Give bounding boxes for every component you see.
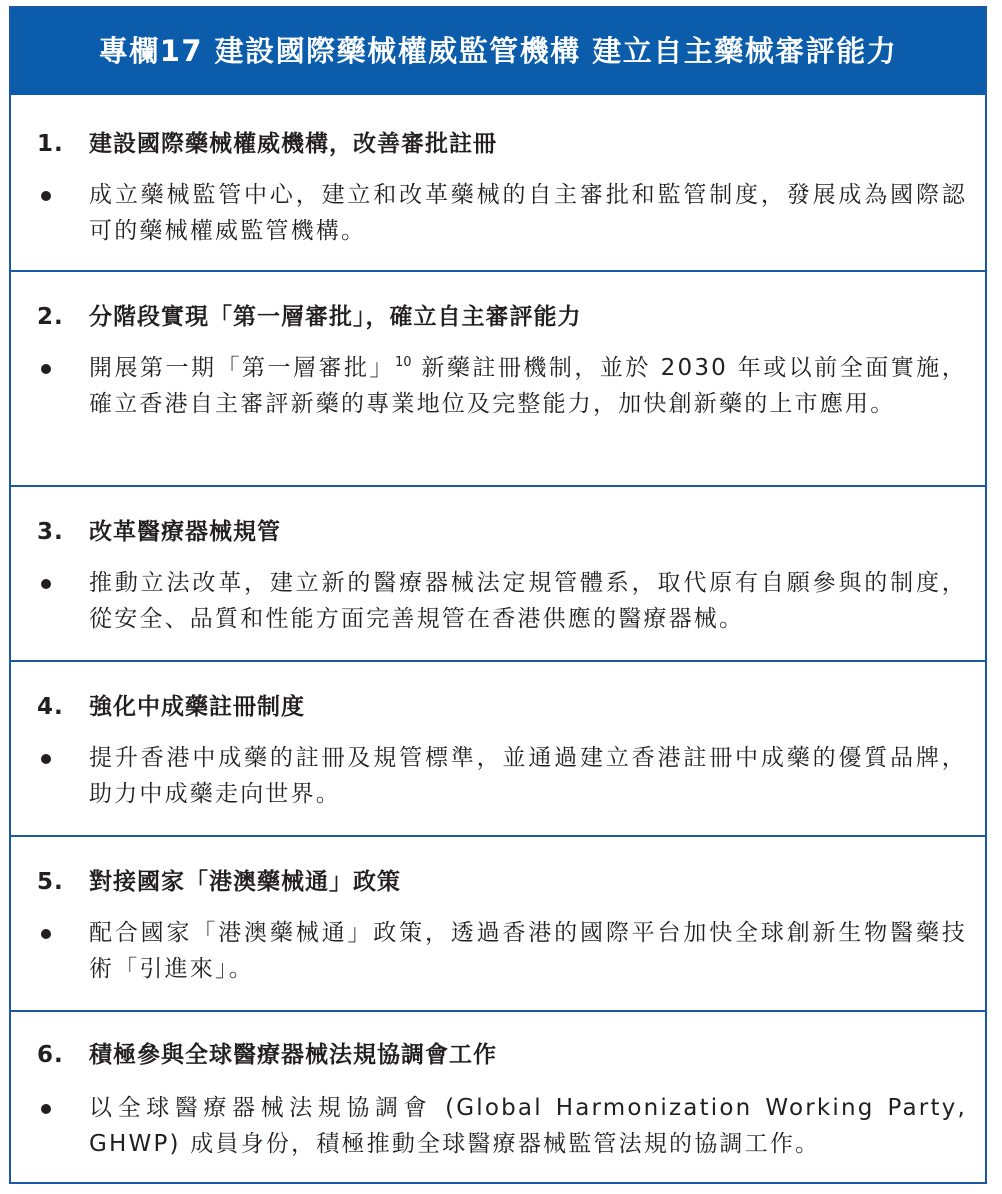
section-3	[11, 485, 985, 660]
section-2	[11, 270, 985, 485]
bullet-dot-icon	[41, 579, 51, 589]
section-title: 強化中成藥註冊制度	[89, 694, 305, 720]
bullet-text-part: 開展第一期「第一層審批」	[89, 355, 395, 381]
section-title: 積極參與全球醫療器械法規協調會工作	[89, 1042, 497, 1068]
bullet-text: 以全球醫療器械法規協調會 (Global Harmonization Working Party, GHWP) 成員身份，積極推動全球醫療器械監管法規的協調工作。	[89, 1095, 967, 1157]
section-heading	[37, 1036, 497, 1069]
bullet-dot-icon	[41, 191, 51, 201]
column-box	[9, 6, 987, 1184]
section-number: 2.	[37, 304, 64, 330]
section-heading	[37, 125, 497, 158]
section-heading	[37, 298, 582, 331]
section-heading	[37, 513, 281, 546]
bullet-dot-icon	[41, 364, 51, 374]
footnote-marker: 10	[395, 355, 412, 370]
section-number: 6.	[37, 1042, 64, 1068]
section-title: 改革醫療器械規管	[89, 519, 281, 545]
section-6	[11, 1010, 985, 1182]
section-title: 分階段實現「第一層審批」，確立自主審評能力	[89, 304, 582, 330]
bullet-text: 成立藥械監管中心，建立和改革藥械的自主審批和監管制度，發展成為國際認可的藥械權威監管機構。	[89, 182, 967, 244]
bullet-text: 提升香港中成藥的註冊及規管標準，並通過建立香港註冊中成藥的優質品牌，助力中成藥走向世界。	[89, 745, 967, 807]
bullet-text: 配合國家「港澳藥械通」政策，透過香港的國際平台加快全球創新生物醫藥技術「引進來」。	[89, 920, 967, 982]
bullet-dot-icon	[41, 929, 51, 939]
section-number: 3.	[37, 519, 64, 545]
bullet-text	[89, 350, 967, 422]
section-4	[11, 660, 985, 835]
section-heading	[37, 688, 305, 721]
bullet-text-part: 新藥註冊機制，並於 2030 年或以前全面實施，確立香港自主審評新藥的專業地位及完整能力，加快創新藥的上市應用。	[89, 355, 967, 417]
bullet-text: 推動立法改革，建立新的醫療器械法定規管體系，取代原有自願參與的制度，從安全、品質和性能方面完善規管在香港供應的醫療器械。	[89, 570, 967, 632]
section-title: 建設國際藥械權威機構，改善審批註冊	[89, 131, 497, 157]
section-number: 4.	[37, 694, 64, 720]
bullet-dot-icon	[41, 1104, 51, 1114]
section-5	[11, 835, 985, 1010]
section-1	[11, 95, 985, 270]
column-header	[11, 8, 985, 95]
section-heading	[37, 863, 401, 896]
section-number: 5.	[37, 869, 64, 895]
bullet-dot-icon	[41, 754, 51, 764]
column-title: 專欄17 建設國際藥械權威監管機構 建立自主藥械審評能力	[98, 34, 898, 68]
section-title: 對接國家「港澳藥械通」政策	[89, 869, 401, 895]
section-number: 1.	[37, 131, 64, 157]
